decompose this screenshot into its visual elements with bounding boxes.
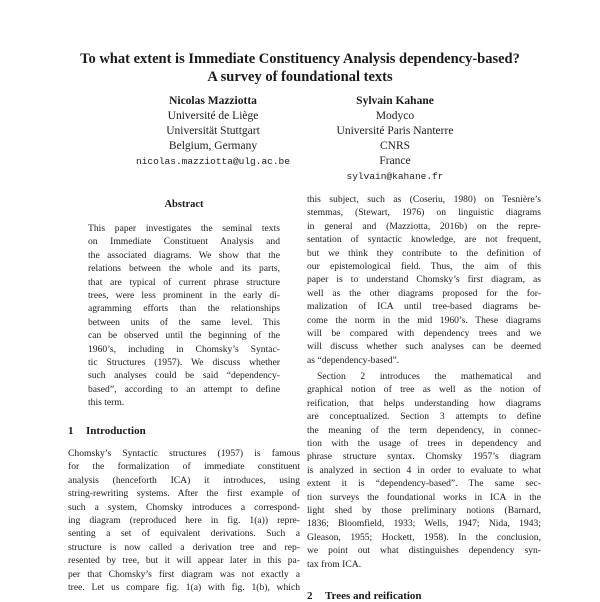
body-line: tax from ICA. xyxy=(307,558,362,570)
body-line: such a system, Chomsky introduces a correspond- xyxy=(68,501,300,513)
abstract-heading: Abstract xyxy=(164,199,204,210)
abstract-line: between units of the same level. This xyxy=(88,316,280,328)
body-line: malization of ICA until tree-based diagrams be- xyxy=(307,301,541,313)
body-line: string-rewriting systems. After the first example of xyxy=(68,488,300,500)
body-line: 1836; Bloomfield, 1933; Wells, 1947; Nida, 1943; xyxy=(307,518,541,530)
author-block-1 xyxy=(113,94,313,169)
body-line: per that Chomsky’s first diagram was not exactly a xyxy=(68,568,300,580)
body-line: but we think they contribute to the definition of xyxy=(307,247,541,259)
body-line: is analyzed in section 4 in order to evaluate to what xyxy=(307,464,541,476)
body-line: this subject, such as (Coseriu, 1980) on Tesnière’s xyxy=(307,194,541,205)
abstract-line: such analyses could be said “dependency- xyxy=(88,370,280,382)
author-affiliation: France xyxy=(379,155,411,167)
abstract-line: trees, were less prominent in the early di- xyxy=(88,289,280,301)
abstract-line: tic Structures (1957). We discuss whether xyxy=(88,356,280,368)
body-line: resented by tree, but it will appear later in this pa- xyxy=(68,555,300,567)
author-affiliation: Belgium, Germany xyxy=(168,140,258,152)
section-number: 1 xyxy=(68,425,74,437)
body-line: paper is to understand Chomsky’s first diagram, as xyxy=(307,274,541,286)
author-affiliation: Université Paris Nanterre xyxy=(336,125,454,137)
abstract-line: on Immediate Constituent Analysis and xyxy=(88,236,280,248)
body-line: as “dependency-based”. xyxy=(307,354,400,366)
body-line: we point out what distinguishes dependency syn- xyxy=(307,545,541,557)
body-line: extent it is “dependency-based”. The same sec- xyxy=(307,478,541,490)
abstract-body xyxy=(88,222,280,409)
body-line: structure is now called a derivation tree and rep- xyxy=(68,541,300,553)
body-line: our epistemological field. Thus, the aim of this xyxy=(307,260,541,272)
section-number: 2 xyxy=(307,590,313,602)
section-title: Trees and reification xyxy=(325,590,422,602)
title-line-1: To what extent is Immediate Constituency Analysis dependency-based? xyxy=(80,51,520,67)
author-affiliation: Modyco xyxy=(375,110,415,122)
abstract-line: This paper investigates the seminal texts xyxy=(88,223,280,234)
author-affiliation: Université de Liège xyxy=(167,110,259,122)
body-line: analysis (henceforth ICA) it introduces, using xyxy=(68,474,300,486)
section-title: Introduction xyxy=(86,425,146,437)
paper-title xyxy=(0,50,600,86)
abstract-line: can be observed until the beginning of the xyxy=(88,330,280,342)
body-line: senting a set of equivalent derivations. Such a xyxy=(68,528,300,540)
abstract-line: the associated diagrams. We show that the xyxy=(88,249,280,261)
author-name: Sylvain Kahane xyxy=(356,95,434,107)
body-line: Chomsky’s Syntactic structures (1957) is famous xyxy=(68,448,300,459)
section-heading-introduction xyxy=(68,425,146,437)
body-line: will discuss whether such analyses can be deemed xyxy=(307,341,541,353)
author-block-2 xyxy=(300,94,490,184)
author-email: nicolas.mazziotta@ulg.ac.be xyxy=(136,156,290,167)
abstract-line: based”, according to an attempt to define xyxy=(88,383,280,395)
body-line: tion with the usage of trees in dependency and xyxy=(307,438,541,450)
body-line: will be compared with dependency trees and we xyxy=(307,327,541,339)
author-affiliation: Universität Stuttgart xyxy=(166,125,260,137)
abstract-line: agramming efforts than the relationships xyxy=(88,303,280,315)
author-email: sylvain@kahane.fr xyxy=(346,171,444,182)
abstract-line: 1960’s, including in Chomsky’s Syntac- xyxy=(88,343,280,355)
body-line: the meaning of the term dependency, in connec- xyxy=(307,424,541,436)
body-line: graphical notion of tree as well as the notion of xyxy=(307,384,541,396)
abstract-line: this term. xyxy=(88,397,125,409)
abstract-line: that are typical of current phrase structure xyxy=(88,276,280,288)
body-line: tree. Let us compare fig. 1(a) with fig. 1(b), which xyxy=(68,581,300,593)
body-line: sentation of syntactic knowledge, are not frequent, xyxy=(307,234,541,246)
body-line: light shed by those preliminary notions (Barnard, xyxy=(307,504,541,516)
body-line: Gleason, 1955; Hockett, 1958). In the conclusion, xyxy=(307,531,541,543)
author-affiliation: CNRS xyxy=(379,140,411,152)
body-line: Section 2 introduces the mathematical and xyxy=(317,371,541,383)
section-heading-trees xyxy=(307,590,422,602)
body-line: reification, that helps understanding how diagrams xyxy=(307,397,541,409)
body-line: well as the other diagrams proposed for the for- xyxy=(307,287,541,299)
title-line-2: A survey of foundational texts xyxy=(207,69,393,85)
abstract-line: relations between the whole and its parts, xyxy=(88,263,280,275)
introduction-body xyxy=(68,447,300,594)
body-line: in general and (Mazziotta, 2016b) on the repre- xyxy=(307,220,541,232)
body-line: tion surveys the foundational works in ICA in the xyxy=(307,491,541,503)
body-line: come the norm in the mid 1960’s. These diagrams xyxy=(307,314,541,326)
body-line: phrase structure syntax. Chomsky 1957’s diagram xyxy=(307,451,541,463)
body-line: stemmas, (Stewart, 1976) on linguistic diagrams xyxy=(307,207,541,219)
body-line: for the formalization of immediate constituent xyxy=(68,461,300,473)
author-name: Nicolas Mazziotta xyxy=(169,95,257,107)
body-line: are conceptualized. Section 3 attempts to define xyxy=(307,411,541,423)
body-line: ing diagram (reproduced here in fig. 1(a)) repre- xyxy=(68,514,300,526)
right-column-body xyxy=(307,193,541,571)
